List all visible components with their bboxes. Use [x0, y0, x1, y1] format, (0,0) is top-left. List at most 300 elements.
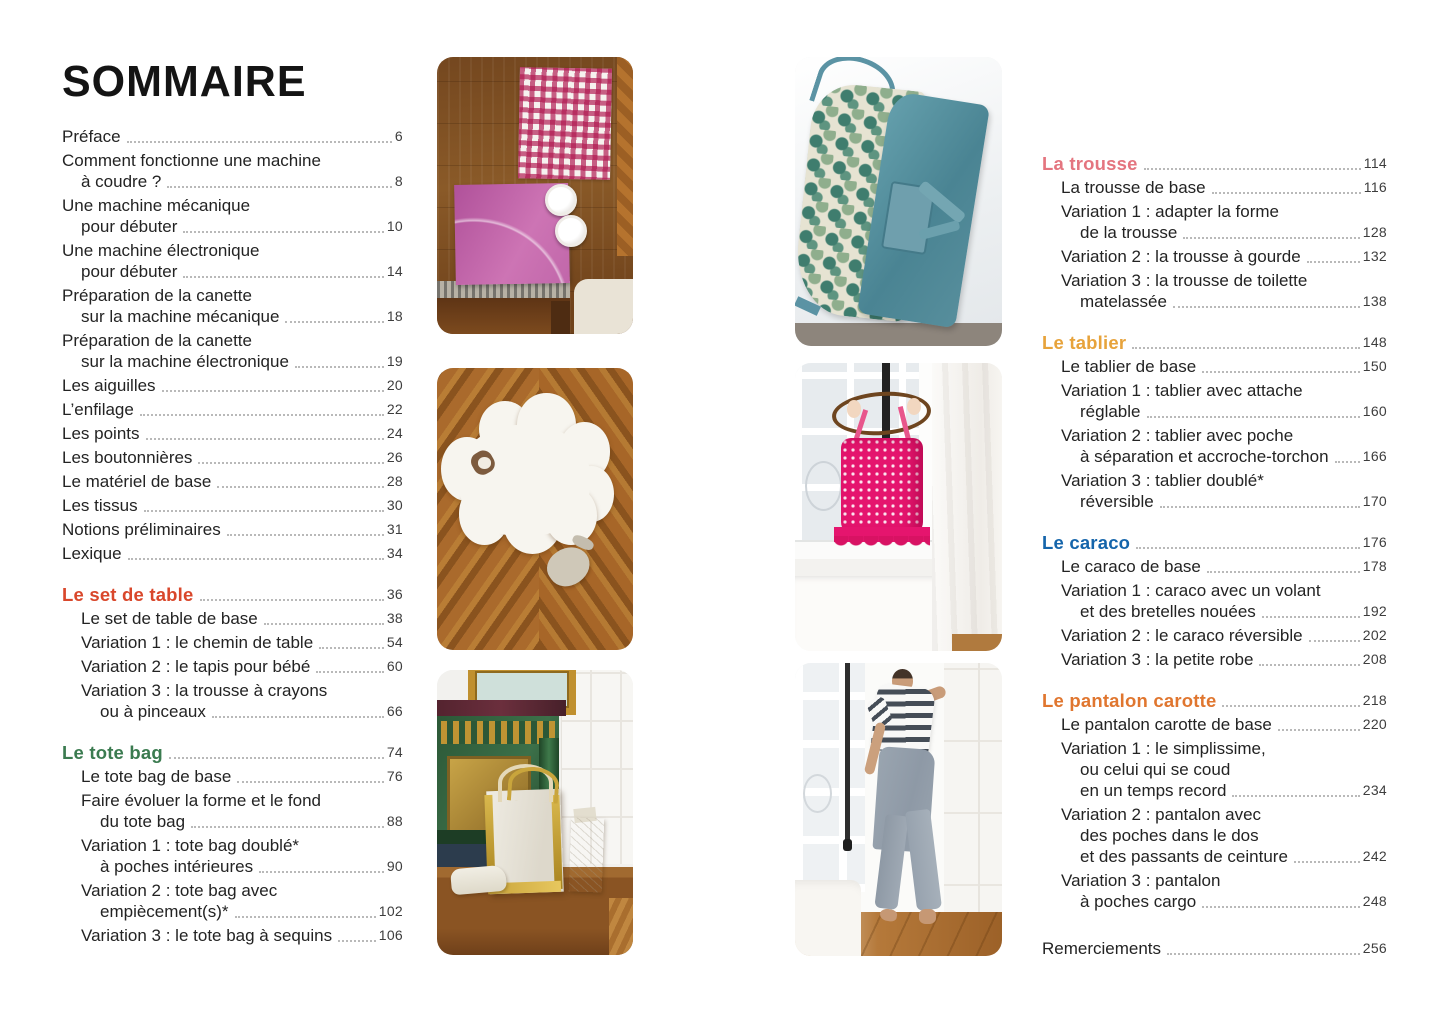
toc-entry-line — [1042, 738, 1387, 759]
toc-entry-text: Variation 1 : tote bag doublé* — [81, 836, 300, 855]
page-number: 256 — [1362, 940, 1387, 956]
page-number: 116 — [1363, 179, 1387, 195]
toc-entry-line — [62, 701, 403, 722]
toc-entry — [1042, 556, 1387, 577]
camisole-ruffle-scallop — [834, 536, 929, 559]
toc-entry — [62, 195, 403, 237]
dotted-leader — [1136, 547, 1360, 549]
toc-entry-text: pour débuter — [81, 217, 178, 236]
toc-entry — [1042, 870, 1387, 912]
bottle-bag — [569, 818, 605, 893]
toc-entry — [1042, 380, 1387, 422]
toc-section — [1042, 153, 1387, 312]
strap-bow — [847, 400, 861, 417]
page-number: 220 — [1362, 716, 1387, 732]
toc-entry-line — [62, 471, 403, 492]
toc-entry-line — [62, 240, 403, 261]
toc-left-entries — [62, 126, 403, 946]
toc-entry — [1042, 738, 1387, 801]
toc-entry-line — [1042, 446, 1387, 467]
toc-section-heading — [1042, 532, 1387, 553]
page-number: 208 — [1362, 651, 1387, 667]
toc-entry — [62, 285, 403, 327]
page-number: 88 — [386, 813, 403, 829]
page-number: 24 — [386, 425, 403, 441]
toc-entry-text: Le set de table — [62, 584, 194, 605]
wood-floor-corner — [952, 634, 1002, 651]
page-number: 192 — [1362, 603, 1387, 619]
toc-entry-line — [62, 519, 403, 540]
toc-entry-line — [1042, 870, 1387, 891]
page-number: 218 — [1362, 692, 1387, 708]
page-number: 18 — [386, 308, 403, 324]
sheer-curtain — [932, 363, 1002, 651]
toc-entry-line — [62, 195, 403, 216]
dotted-leader — [128, 558, 384, 560]
toc-entry-text: Une machine électronique — [62, 241, 260, 260]
toc-entry-line — [62, 742, 403, 763]
dotted-leader — [259, 871, 384, 873]
toc-section — [62, 584, 403, 722]
toc-entry-line — [1042, 601, 1387, 622]
toc-entry-line — [1042, 846, 1387, 867]
toc-entry — [62, 632, 403, 653]
dotted-leader — [1262, 616, 1360, 618]
dotted-leader — [1259, 664, 1359, 666]
toc-entry — [62, 423, 403, 444]
toc-entry-line — [62, 680, 403, 701]
dotted-leader — [237, 781, 384, 783]
parquet-edge — [617, 57, 633, 256]
toc-entry — [62, 375, 403, 396]
toc-entry-text: Variation 1 : caraco avec un volant — [1061, 581, 1321, 600]
toc-entry-line — [1042, 425, 1387, 446]
dotted-leader — [295, 366, 384, 368]
toc-entry-line — [62, 285, 403, 306]
white-rug — [574, 279, 633, 334]
toc-entry-text: sur la machine électronique — [81, 352, 289, 371]
toc-entry-line — [1042, 380, 1387, 401]
dotted-leader — [198, 462, 383, 464]
toc-entry-text: Préparation de la canette — [62, 286, 252, 305]
toc-entry-line — [62, 543, 403, 564]
toc-entry-text: Le tote bag — [62, 742, 163, 763]
photo-pink-camisole — [795, 363, 1002, 651]
toc-section — [1042, 532, 1387, 670]
dotted-leader — [200, 599, 384, 601]
toc-entry-line — [62, 925, 403, 946]
dotted-leader — [144, 510, 384, 512]
toc-entry-line — [1042, 332, 1387, 353]
marble-mantel — [437, 700, 566, 716]
toc-entry — [62, 925, 403, 946]
toc-entry — [1042, 201, 1387, 243]
toc-entry-line — [1042, 532, 1387, 553]
page-number: 74 — [386, 744, 403, 760]
toc-entry — [1042, 938, 1387, 959]
table-leg — [551, 301, 571, 334]
toc-entry-text: Le pantalon carotte de base — [1061, 715, 1272, 734]
toc-entry-text: Une machine mécanique — [62, 196, 251, 215]
page-number: 248 — [1362, 893, 1387, 909]
toc-entry-line — [1042, 714, 1387, 735]
toc-section-heading — [1042, 153, 1387, 174]
dotted-leader — [319, 647, 384, 649]
toc-entry-text: Variation 1 : tablier avec attache — [1061, 381, 1303, 400]
toc-entry-text: et des bretelles nouées — [1080, 602, 1256, 621]
toc-entry-text: Variation 2 : la trousse à gourde — [1061, 247, 1301, 266]
page-number: 170 — [1362, 493, 1387, 509]
dotted-leader — [1202, 906, 1359, 908]
dotted-leader — [212, 716, 384, 718]
toc-entry — [62, 519, 403, 540]
toc-entry-line — [1042, 177, 1387, 198]
toc-entry-text: Faire évoluer la forme et le fond — [81, 791, 322, 810]
dotted-leader — [146, 438, 384, 440]
page-number: 138 — [1362, 293, 1387, 309]
toc-entry-line — [1042, 580, 1387, 601]
page-number: 19 — [386, 353, 403, 369]
white-cup — [555, 215, 587, 247]
toc-entry-line — [62, 399, 403, 420]
white-cup — [545, 184, 577, 216]
toc-entry-text: Le matériel de base — [62, 472, 212, 491]
toc-section-heading — [62, 742, 403, 763]
page-number: 28 — [386, 473, 403, 489]
page-number: 242 — [1362, 848, 1387, 864]
toc-entry-line — [1042, 891, 1387, 912]
toc-entry — [62, 495, 403, 516]
toc-entry — [62, 399, 403, 420]
toc-entry-text: Le pantalon carotte — [1042, 690, 1217, 711]
toc-entry-text: de la trousse — [1080, 223, 1178, 242]
window-bar — [845, 663, 850, 845]
toc-entry-line — [62, 584, 403, 605]
photo-placemat-table — [437, 57, 633, 334]
toc-entry-text: du tote bag — [100, 812, 186, 831]
toc-entry-text: sur la machine mécanique — [81, 307, 280, 326]
floor-strip — [795, 323, 1002, 346]
toc-entry-text: Le tablier — [1042, 332, 1127, 353]
pencil-case — [450, 864, 507, 894]
toc-entry-line — [1042, 825, 1387, 846]
dotted-leader — [227, 534, 384, 536]
page-number: 106 — [378, 927, 403, 943]
toc-entry-line — [1042, 556, 1387, 577]
toc-entry — [62, 543, 403, 564]
person-foot — [919, 909, 936, 924]
toc-entry — [62, 126, 403, 147]
white-ottoman — [795, 880, 861, 956]
toc-entry-text: Variation 1 : le simplissime, — [1061, 739, 1266, 758]
toc-entry-text: Le tablier de base — [1061, 357, 1197, 376]
toc-entry-line — [62, 306, 403, 327]
dotted-leader — [162, 390, 384, 392]
toc-entry-line — [62, 811, 403, 832]
toc-entry-text: Le caraco de base — [1061, 557, 1201, 576]
toc-entry-line — [1042, 222, 1387, 243]
cloud-mat-center — [459, 425, 590, 536]
toc-entry — [62, 150, 403, 192]
toc-entry-text: Préface — [62, 127, 121, 146]
toc-entry — [62, 330, 403, 372]
toc-section-heading — [62, 584, 403, 605]
toc-entry-line — [62, 351, 403, 372]
toc-entry — [1042, 425, 1387, 467]
dotted-leader — [316, 671, 383, 673]
toc-entry-line — [62, 766, 403, 787]
toc-entry-line — [62, 375, 403, 396]
dotted-leader — [1132, 347, 1359, 349]
dotted-leader — [1307, 261, 1360, 263]
toc-entry-text: pour débuter — [81, 262, 178, 281]
white-bed — [795, 576, 944, 651]
toc-entry-line — [62, 835, 403, 856]
toc-section — [62, 742, 403, 946]
toc-entry-line — [1042, 270, 1387, 291]
dotted-leader — [1183, 237, 1359, 239]
toc-section-heading — [1042, 690, 1387, 711]
toc-entry-line — [62, 171, 403, 192]
dotted-leader — [1232, 795, 1359, 797]
toc-entry-line — [1042, 649, 1387, 670]
toc-right-column — [1042, 133, 1387, 962]
page-number: 31 — [386, 521, 403, 537]
page-number: 22 — [386, 401, 403, 417]
toc-entry — [1042, 177, 1387, 198]
gingham-cloth — [518, 67, 612, 179]
toc-entry — [1042, 625, 1387, 646]
toc-entry-line — [62, 880, 403, 901]
photo-carrot-pants — [795, 663, 1002, 956]
toc-entry-text: Comment fonctionne une machine — [62, 151, 321, 170]
dotted-leader — [191, 826, 384, 828]
plush-toy-body — [478, 457, 492, 469]
page-number: 54 — [386, 634, 403, 650]
toc-entry-line — [62, 495, 403, 516]
toc-entry — [62, 880, 403, 922]
window-panes — [795, 663, 865, 892]
toc-entry-line — [62, 423, 403, 444]
dotted-leader — [285, 321, 383, 323]
toc-entry-text: Variation 3 : la trousse à crayons — [81, 681, 328, 700]
toc-section — [1042, 690, 1387, 912]
toc-section — [1042, 332, 1387, 512]
dotted-leader — [127, 141, 392, 143]
toc-entry-text: à séparation et accroche-torchon — [1080, 447, 1329, 466]
toc-entry-text: Remerciements — [1042, 939, 1162, 958]
toc-entry-text: et des passants de ceinture — [1080, 847, 1288, 866]
toc-entry-line — [1042, 780, 1387, 801]
photo-cloud-playmat — [437, 368, 633, 650]
dotted-leader — [1207, 571, 1360, 573]
toc-entry-text: Variation 1 : adapter la forme — [1061, 202, 1279, 221]
toc-entry-text: Variation 2 : tote bag avec — [81, 881, 278, 900]
photo-tote-bags — [437, 670, 633, 955]
toc-entry-text: Les boutonnières — [62, 448, 193, 467]
page-number: 14 — [386, 263, 403, 279]
toc-entry — [62, 447, 403, 468]
toc-entry — [62, 680, 403, 722]
dotted-leader — [1335, 461, 1360, 463]
toc-entry-text: Variation 3 : le tote bag à sequins — [81, 926, 333, 945]
page-number: 166 — [1362, 448, 1387, 464]
toc-entry-text: à poches cargo — [1080, 892, 1197, 911]
toc-entry-text: La trousse — [1042, 153, 1138, 174]
toc-entry — [1042, 356, 1387, 377]
page-number: 76 — [386, 768, 403, 784]
page-number: 20 — [386, 377, 403, 393]
toc-entry — [62, 766, 403, 787]
dotted-leader — [264, 623, 384, 625]
toc-entry — [1042, 246, 1387, 267]
dotted-leader — [1278, 729, 1360, 731]
toc-entry — [1042, 270, 1387, 312]
toc-entry-line — [62, 901, 403, 922]
toc-entry-text: Variation 2 : le caraco réversible — [1061, 626, 1303, 645]
page-number: 26 — [386, 449, 403, 465]
toc-entry-line — [62, 261, 403, 282]
toc-entry — [62, 790, 403, 832]
toc-entry-text: Variation 2 : pantalon avec — [1061, 805, 1262, 824]
toc-entry-text: Variation 3 : la petite robe — [1061, 650, 1254, 669]
dotted-leader — [338, 940, 376, 942]
dotted-leader — [1212, 192, 1361, 194]
toc-left-column — [62, 57, 403, 949]
page-number: 8 — [394, 173, 403, 189]
toc-entry-text: des poches dans le dos — [1080, 826, 1259, 845]
toc-entry-line — [1042, 470, 1387, 491]
toc-entry-text: Les points — [62, 424, 140, 443]
toc-entry-text: Variation 3 : tablier doublé* — [1061, 471, 1264, 490]
dotted-leader — [1202, 371, 1360, 373]
toc-entry — [62, 608, 403, 629]
toc-entry-text: réversible — [1080, 492, 1154, 511]
toc-entry-text: empiècement(s)* — [100, 902, 229, 921]
toc-right-entries — [1042, 153, 1387, 959]
toc-entry — [62, 240, 403, 282]
page-number: 30 — [386, 497, 403, 513]
pink-sequin-camisole — [841, 438, 924, 536]
dotted-leader — [1144, 168, 1361, 170]
toc-entry-line — [1042, 759, 1387, 780]
parquet-corner — [609, 898, 633, 955]
dotted-leader — [1294, 861, 1360, 863]
page-number: 202 — [1362, 627, 1387, 643]
toc-section-heading — [1042, 332, 1387, 353]
toc-entry — [1042, 804, 1387, 867]
page-number: 234 — [1362, 782, 1387, 798]
window-bar-knob — [843, 839, 852, 851]
toc-entry-line — [62, 632, 403, 653]
page-number: 36 — [386, 586, 403, 602]
toc-entry-text: Le tote bag de base — [81, 767, 232, 786]
page-number: 102 — [378, 903, 403, 919]
toc-entry — [62, 471, 403, 492]
toc-entry-text: Variation 2 : le tapis pour bébé — [81, 657, 311, 676]
toc-entry-text: Variation 3 : pantalon — [1061, 871, 1221, 890]
dotted-leader — [140, 414, 384, 416]
dotted-leader — [1222, 705, 1359, 707]
toc-entry-line — [62, 126, 403, 147]
dotted-leader — [1173, 306, 1360, 308]
page-number: 10 — [386, 218, 403, 234]
toc-entry — [1042, 470, 1387, 512]
toc-entry-text: L’enfilage — [62, 400, 134, 419]
page-number: 150 — [1362, 358, 1387, 374]
page-number: 178 — [1362, 558, 1387, 574]
dotted-leader — [217, 486, 383, 488]
toc-entry-line — [1042, 201, 1387, 222]
page-number: 6 — [394, 128, 403, 144]
page-number: 176 — [1362, 534, 1387, 550]
toc-entry-line — [62, 330, 403, 351]
toc-entry-line — [62, 856, 403, 877]
toc-entry-text: Variation 2 : tablier avec poche — [1061, 426, 1294, 445]
dotted-leader — [235, 916, 376, 918]
toc-entry-text: ou celui qui se coud — [1080, 760, 1231, 779]
dotted-leader — [183, 276, 383, 278]
toc-entry-text: réglable — [1080, 402, 1141, 421]
cloud-mat — [445, 413, 617, 560]
page-number: 90 — [386, 858, 403, 874]
toc-entry-text: ou à pinceaux — [100, 702, 206, 721]
page-number: 34 — [386, 545, 403, 561]
page-number: 60 — [386, 658, 403, 674]
toc-entry-text: Les tissus — [62, 496, 138, 515]
toc-entry-text: Variation 3 : la trousse de toilette — [1061, 271, 1308, 290]
stove-fretwork — [441, 721, 555, 744]
page-number: 148 — [1362, 334, 1387, 350]
toc-entry-text: Le set de table de base — [81, 609, 258, 628]
toc-entry-text: La trousse de base — [1061, 178, 1206, 197]
page-number: 128 — [1362, 224, 1387, 240]
toc-entry-line — [1042, 356, 1387, 377]
toc-entry-text: Variation 1 : le chemin de table — [81, 633, 314, 652]
dotted-leader — [169, 757, 384, 759]
toc-entry-line — [62, 790, 403, 811]
toc-entry-text: à poches intérieures — [100, 857, 254, 876]
page-number: 38 — [386, 610, 403, 626]
toc-entry-line — [1042, 938, 1387, 959]
toc-entry-line — [62, 216, 403, 237]
toc-entry — [1042, 580, 1387, 622]
toc-entry-text: Préparation de la canette — [62, 331, 252, 350]
toc-entry-line — [1042, 491, 1387, 512]
photo-apron — [795, 57, 1002, 346]
toc-entry-text: Notions préliminaires — [62, 520, 221, 539]
dotted-leader — [167, 186, 392, 188]
page-number: 66 — [386, 703, 403, 719]
toc-entry-text: Les aiguilles — [62, 376, 156, 395]
toc-entry-text: matelassée — [1080, 292, 1167, 311]
toc-entry-line — [1042, 401, 1387, 422]
toc-entry-line — [1042, 804, 1387, 825]
page-number: 114 — [1363, 155, 1387, 171]
toc-entry-line — [62, 608, 403, 629]
toc-entry-line — [1042, 153, 1387, 174]
toc-entry-line — [62, 150, 403, 171]
toc-entry-line — [62, 447, 403, 468]
toc-entry-line — [1042, 625, 1387, 646]
dotted-leader — [1167, 953, 1360, 955]
toc-entry-line — [1042, 246, 1387, 267]
toc-entry-text: à coudre ? — [81, 172, 162, 191]
page-number: 160 — [1362, 403, 1387, 419]
toc-entry-line — [1042, 690, 1387, 711]
dotted-leader — [1160, 506, 1360, 508]
toc-entry-text: Lexique — [62, 544, 122, 563]
